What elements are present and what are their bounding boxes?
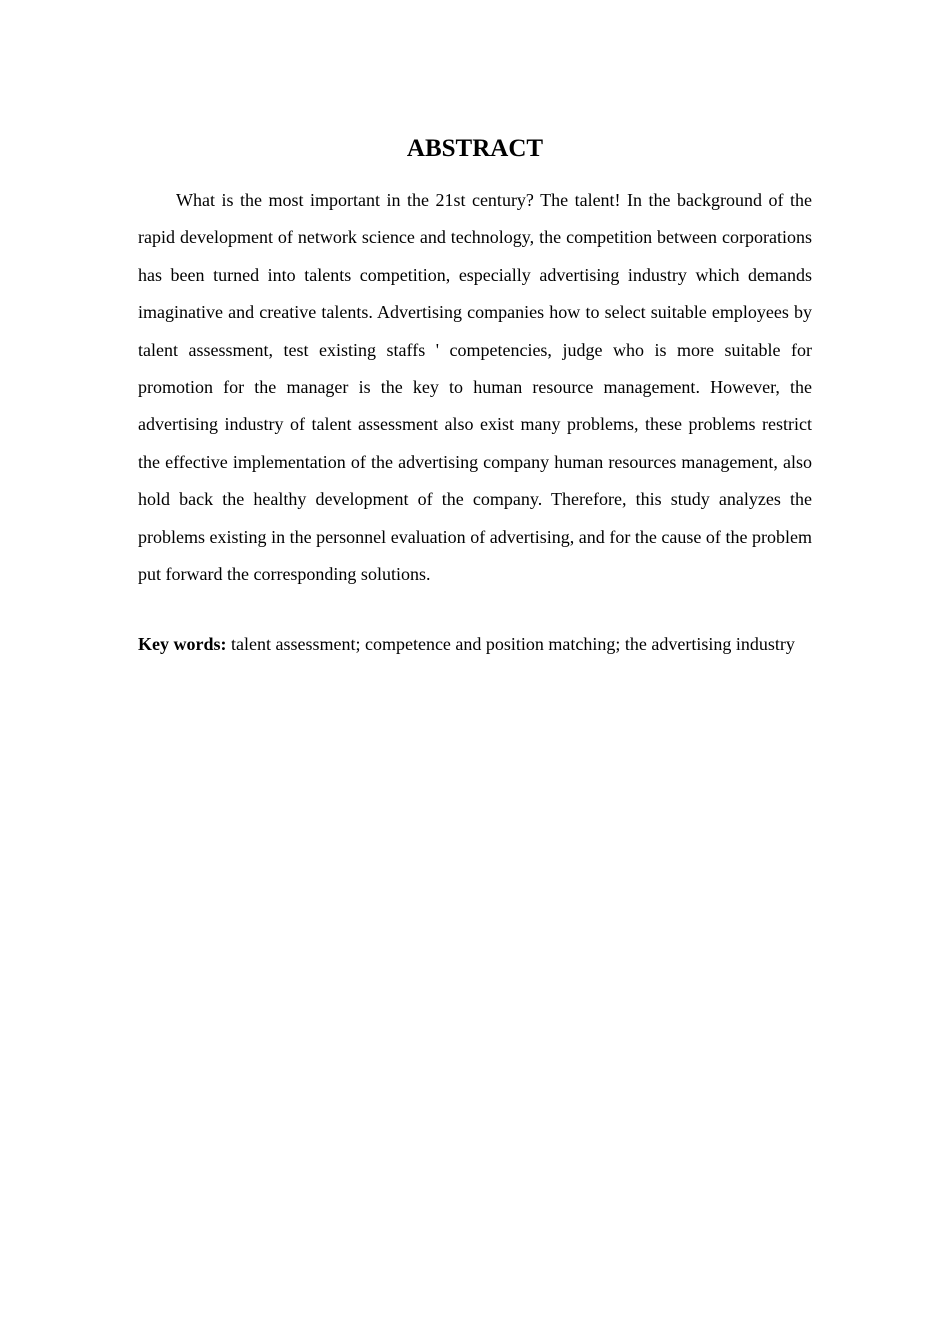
keywords-line: [138, 626, 812, 663]
keywords-text: talent assessment; competence and position matching; the advertising industry: [231, 634, 795, 655]
abstract-title: ABSTRACT: [406, 135, 544, 162]
abstract-paragraph: What is the most important in the 21st century? The talent! In the background of the rapid development of network science and technology, the competition between corporations has been turned into talents competition, especially advertising industry which demands imaginative and creative talents. Advertising companies how to select suitable employees by talent assessment, test existing staffs ' competencies, judge who is more suitable for promotion for the manager is the key to human resource management. However, the advertising industry of talent assessment also exist many problems, these problems restrict the effective implementation of the advertising company human resources management, also hold back the healthy development of the company. Therefore, this study analyzes the problems existing in the personnel evaluation of advertising, and for the cause of the problem put forward the corresponding solutions.: [138, 190, 812, 585]
keywords-label: Key words:: [138, 634, 227, 655]
abstract-section: [138, 132, 812, 664]
